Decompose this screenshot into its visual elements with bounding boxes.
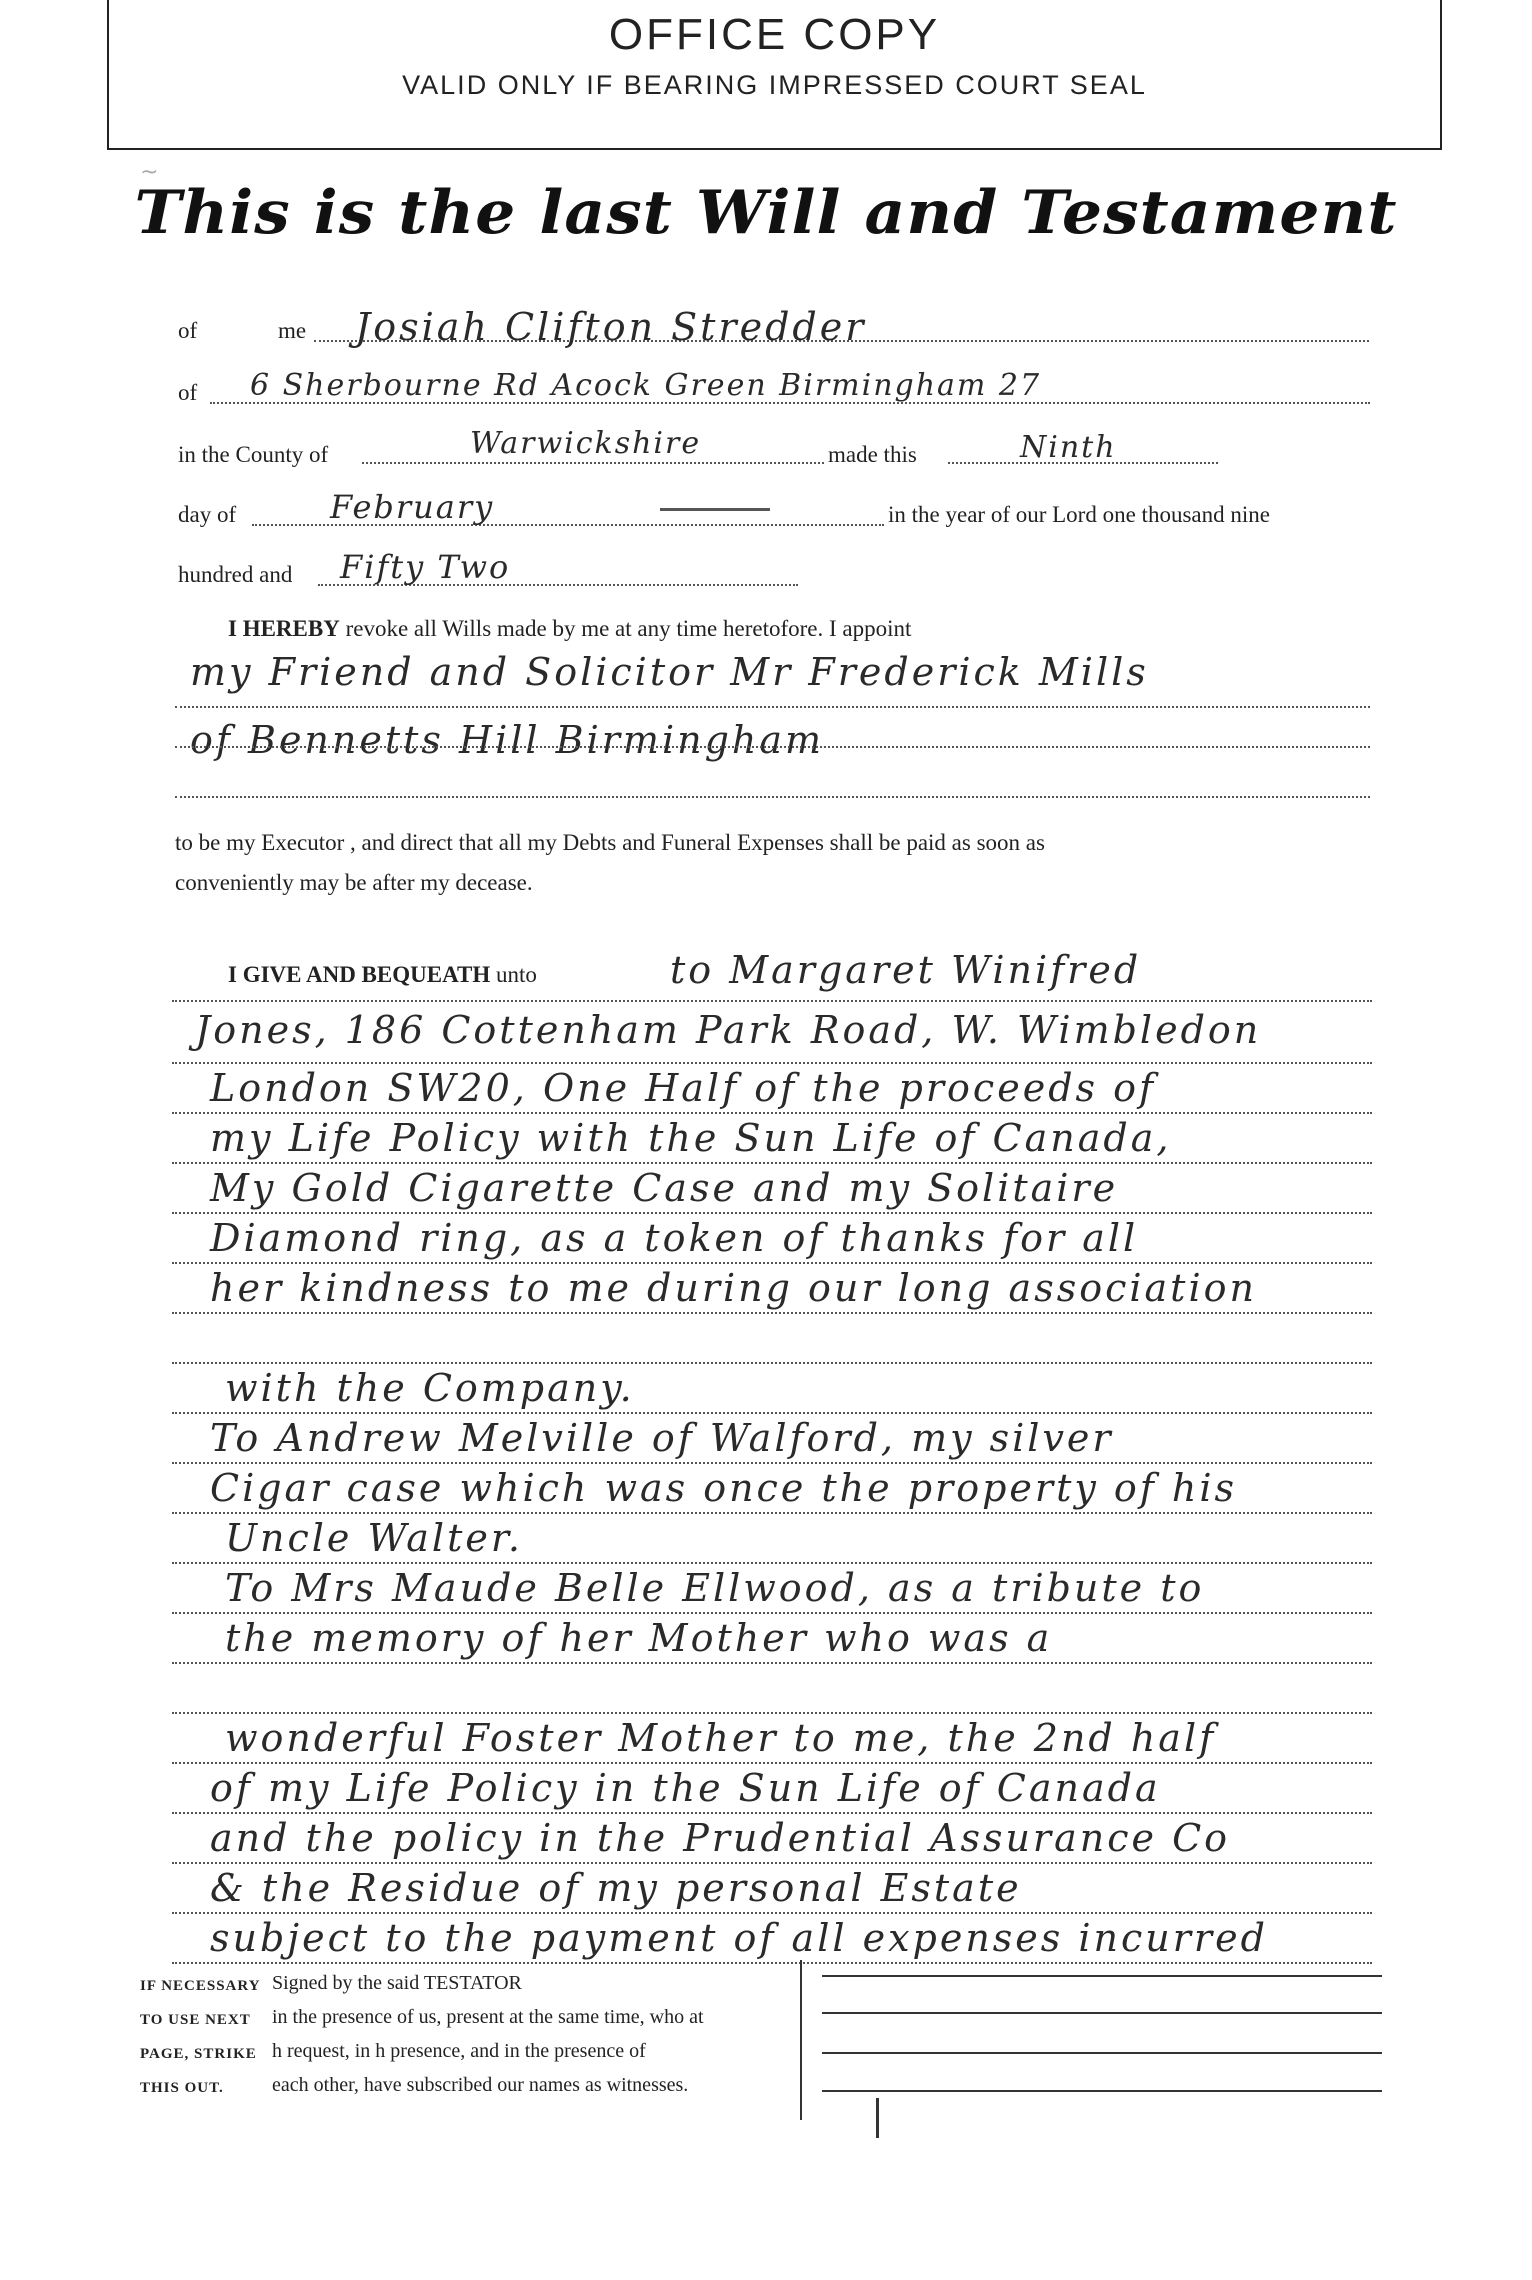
- bequest-line-13: the memory of her Mother who was a: [225, 1616, 1053, 1660]
- side-note-2: TO USE NEXT: [140, 2012, 251, 2028]
- pencil-mark: ~: [140, 160, 159, 185]
- executor-text-2: conveniently may be after my decease.: [175, 870, 533, 895]
- side-note-3: PAGE, STRIKE: [140, 2046, 257, 2062]
- bequest-line-17: & the Residue of my personal Estate: [210, 1866, 1022, 1910]
- bequest-rule: [172, 1462, 1372, 1464]
- bequest-rule: [172, 1762, 1372, 1764]
- office-copy-header-box: [107, 0, 1442, 150]
- bequest-rule: [172, 1000, 1372, 1002]
- bequest-rule: [172, 1312, 1372, 1314]
- bequest-rule: [172, 1912, 1372, 1914]
- i-hereby-label: I HEREBY: [228, 616, 340, 641]
- side-note-1: IF NECESSARY: [140, 1978, 261, 1994]
- sig-line-2: in the presence of us, present at the same time, who at: [272, 2006, 704, 2028]
- office-copy-title: OFFICE COPY: [608, 10, 941, 59]
- bequest-line-9: To Andrew Melville of Walford, my silver: [210, 1416, 1114, 1460]
- bequest-line-7: her kindness to me during our long association: [210, 1266, 1257, 1310]
- bequest-line-5: My Gold Cigarette Case and my Solitaire: [210, 1166, 1119, 1210]
- county-value: Warwickshire: [470, 426, 702, 461]
- witness-bracket: [800, 1960, 802, 2120]
- day-value: Ninth: [1020, 430, 1117, 465]
- court-seal-notice: VALID ONLY IF BEARING IMPRESSED COURT SEAL: [402, 70, 1147, 100]
- bequest-rule: [172, 1062, 1372, 1064]
- bequest-rule: [172, 1162, 1372, 1164]
- bequest-line-14: wonderful Foster Mother to me, the 2nd half: [225, 1716, 1217, 1760]
- bequest-line-1: to Margaret Winifred: [670, 948, 1142, 992]
- bequest-line-6: Diamond ring, as a token of thanks for all: [210, 1216, 1139, 1260]
- unto-label: unto: [495, 962, 537, 987]
- month-dash-mark: [660, 508, 770, 511]
- bequest-line-3: London SW20, One Half of the proceeds of: [210, 1066, 1157, 1110]
- bequest-rule: [172, 1812, 1372, 1814]
- of-label: of: [178, 318, 198, 343]
- bequest-line-15: of my Life Policy in the Sun Life of Canada: [210, 1766, 1161, 1810]
- bequest-rule: [172, 1712, 1372, 1714]
- document-title: This is the last Will and Testament: [134, 178, 1398, 248]
- bequest-line-16: and the policy in the Prudential Assurance Co: [210, 1816, 1231, 1860]
- give-and-bequeath-label: I GIVE AND BEQUEATH: [228, 962, 491, 987]
- bequest-line-11: Uncle Walter.: [225, 1516, 523, 1560]
- bequest-line-18: subject to the payment of all expenses incurred: [210, 1916, 1268, 1960]
- bequest-rule: [172, 1662, 1372, 1664]
- executor-dotline-1: [175, 706, 1370, 708]
- witness-line: [822, 2090, 1382, 2092]
- sig-line-4: each other, have subscribed our names as witnesses.: [272, 2074, 689, 2096]
- revoke-text: revoke all Wills made by me at any time heretofore. I appoint: [345, 616, 912, 641]
- bequest-rule: [172, 1612, 1372, 1614]
- sig-line-1: Signed by the said TESTATOR: [272, 1972, 522, 1994]
- bequest-rule: [172, 1562, 1372, 1564]
- executor-line-1: my Friend and Solicitor Mr Frederick Mills: [190, 650, 1149, 694]
- executor-line-2: of Bennetts Hill Birmingham: [190, 718, 825, 762]
- bequest-line-10: Cigar case which was once the property of his: [210, 1466, 1238, 1510]
- bequest-line-2: Jones, 186 Cottenham Park Road, W. Wimbledon: [195, 1008, 1262, 1052]
- county-dotline: [362, 462, 824, 464]
- pen-mark: [876, 2098, 879, 2138]
- day-of-label: day of: [178, 502, 237, 527]
- bequest-line-12: To Mrs Maude Belle Ellwood, as a tribute to: [225, 1566, 1205, 1610]
- side-note-4: THIS OUT.: [140, 2080, 224, 2096]
- sig-line-3: h request, in h presence, and in the presence of: [272, 2040, 646, 2062]
- witness-line: [822, 2052, 1382, 2054]
- bequest-rule: [172, 1112, 1372, 1114]
- address-of-label: of: [178, 380, 198, 405]
- executor-dotline-3: [175, 796, 1370, 798]
- hundred-and-label: hundred and: [178, 562, 293, 587]
- bequest-rule: [172, 1262, 1372, 1264]
- year-text: in the year of our Lord one thousand nine: [888, 502, 1270, 527]
- made-this-label: made this: [828, 442, 917, 467]
- bequest-rule: [172, 1212, 1372, 1214]
- executor-dotline-2: [175, 746, 1370, 748]
- bequest-line-4: my Life Policy with the Sun Life of Canada,: [210, 1116, 1172, 1160]
- bequest-rule: [172, 1362, 1372, 1364]
- month-value: February: [330, 488, 495, 526]
- testator-name: Josiah Clifton Stredder: [355, 305, 867, 349]
- bequest-rule: [172, 1412, 1372, 1414]
- me-label: me: [278, 318, 307, 343]
- bequest-rule: [172, 1862, 1372, 1864]
- witness-line: [822, 1975, 1382, 1977]
- executor-text: to be my Executor , and direct that all my Debts and Funeral Expenses shall be paid as soon as: [175, 830, 1045, 855]
- witness-line: [822, 2012, 1382, 2014]
- bequest-rule: [172, 1962, 1372, 1964]
- bequest-line-8: with the Company.: [225, 1366, 635, 1410]
- bequest-rule: [172, 1512, 1372, 1514]
- year-handwritten: Fifty Two: [340, 548, 511, 586]
- county-label: in the County of: [178, 442, 329, 467]
- testator-address: 6 Sherbourne Rd Acock Green Birmingham 27: [250, 368, 1042, 403]
